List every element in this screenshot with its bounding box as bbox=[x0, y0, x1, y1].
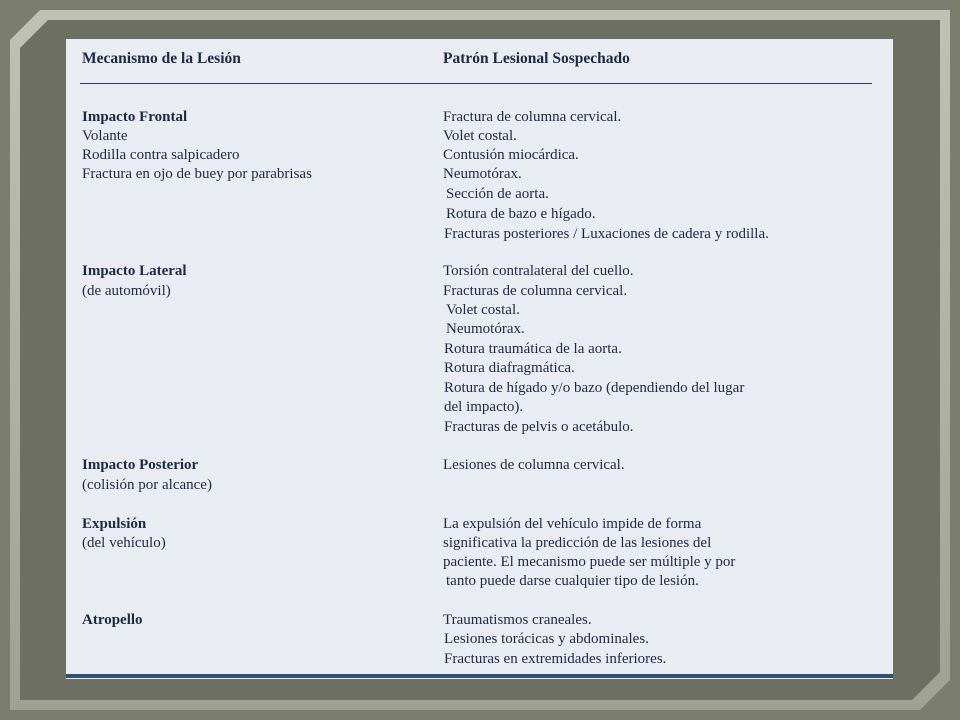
header-pattern: Patrón Lesional Sospechado bbox=[443, 50, 630, 67]
pattern-line: Fracturas de columna cervical. bbox=[443, 283, 628, 299]
document-bottom-rule bbox=[66, 674, 893, 678]
mechanism-detail: Volante bbox=[82, 128, 128, 144]
pattern-line: significativa la predicción de las lesiones del bbox=[443, 535, 712, 551]
pattern-line: Lesiones torácicas y abdominales. bbox=[444, 631, 649, 647]
pattern-line: paciente. El mecanismo puede ser múltiple y por bbox=[443, 554, 736, 570]
pattern-line: Rotura diafragmática. bbox=[444, 360, 575, 376]
pattern-line: Fracturas en extremidades inferiores. bbox=[444, 651, 667, 667]
header-mechanism: Mecanismo de la Lesión bbox=[82, 50, 241, 67]
pattern-line: Contusión miocárdica. bbox=[443, 147, 579, 163]
pattern-line: Volet costal. bbox=[443, 128, 517, 144]
pattern-line: Rotura de hígado y/o bazo (dependiendo del lugar bbox=[444, 380, 745, 396]
mechanism-title: Atropello bbox=[82, 612, 143, 628]
mechanism-detail: (de automóvil) bbox=[82, 283, 171, 299]
pattern-line: Rotura traumática de la aorta. bbox=[444, 341, 622, 357]
mechanism-detail: (colisión por alcance) bbox=[82, 477, 212, 493]
pattern-line: tanto puede darse cualquier tipo de lesión. bbox=[446, 573, 699, 589]
mechanism-detail: Fractura en ojo de buey por parabrisas bbox=[82, 166, 312, 182]
pattern-line: Fracturas de pelvis o acetábulo. bbox=[444, 419, 634, 435]
pattern-line: Neumotórax. bbox=[446, 321, 525, 337]
pattern-line: Fracturas posteriores / Luxaciones de cadera y rodilla. bbox=[444, 226, 769, 242]
mechanism-title: Expulsión bbox=[82, 516, 147, 532]
pattern-line: Rotura de bazo e hígado. bbox=[446, 206, 596, 222]
pattern-line: Sección de aorta. bbox=[446, 186, 549, 202]
pattern-line: La expulsión del vehículo impide de forma bbox=[443, 516, 702, 532]
mechanism-detail: (del vehículo) bbox=[82, 535, 166, 551]
header-rule bbox=[80, 83, 872, 84]
mechanism-title: Impacto Posterior bbox=[82, 457, 199, 473]
pattern-line: del impacto). bbox=[444, 399, 524, 415]
pattern-line: Lesiones de columna cervical. bbox=[443, 457, 625, 473]
pattern-line: Traumatismos craneales. bbox=[443, 612, 592, 628]
pattern-line: Volet costal. bbox=[446, 302, 520, 318]
pattern-line: Neumotórax. bbox=[443, 166, 522, 182]
mechanism-detail: Rodilla contra salpicadero bbox=[82, 147, 240, 163]
mechanism-title: Impacto Frontal bbox=[82, 109, 188, 125]
pattern-line: Fractura de columna cervical. bbox=[443, 109, 622, 125]
pattern-line: Torsión contralateral del cuello. bbox=[443, 263, 634, 279]
mechanism-title: Impacto Lateral bbox=[82, 263, 187, 279]
